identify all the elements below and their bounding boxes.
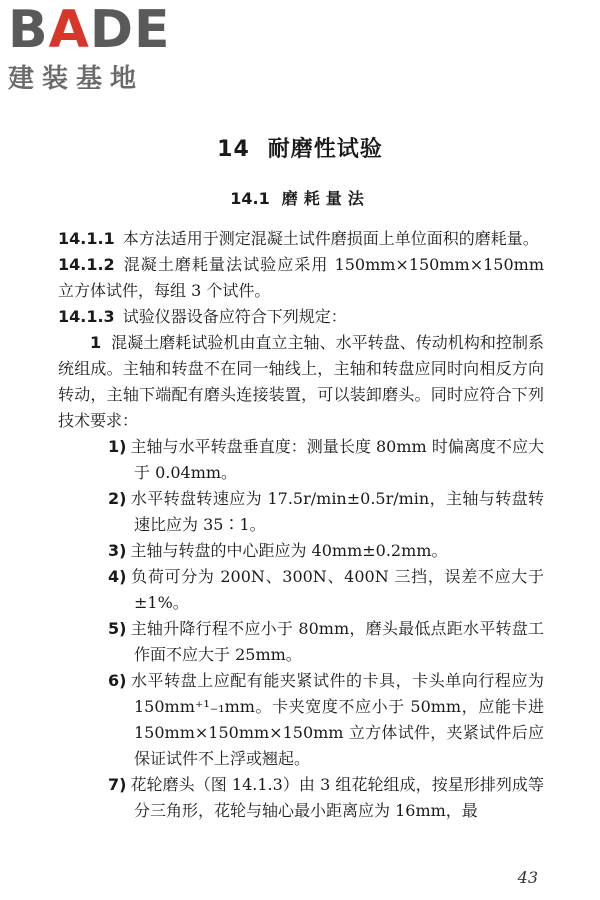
clause-number: 14.1.1 [58, 229, 115, 248]
logo-chinese-name: 建装基地 [8, 64, 145, 94]
logo-letters-de: DE [89, 0, 171, 60]
item-text: 主轴升降行程不应小于 80mm，磨头最低点距水平转盘工作面不应大于 25mm。 [130, 619, 544, 664]
list-item [58, 772, 544, 824]
item-number: 6) [108, 671, 127, 690]
list-item [58, 616, 544, 668]
clause-text: 本方法适用于测定混凝土试件磨损面上单位面积的磨耗量。 [122, 229, 539, 248]
logo-letter-b: B [8, 0, 49, 60]
chapter-title: 耐磨性试验 [267, 137, 383, 162]
brand-logo [8, 0, 178, 95]
logo-letter-a: A [48, 0, 90, 60]
section-heading [0, 186, 600, 209]
clause-number: 14.1.3 [58, 307, 115, 326]
page-number: 43 [517, 868, 538, 887]
paragraph-text: 混凝土磨耗试验机由直立主轴、水平转盘、传动机构和控制系统组成。主轴和转盘不在同一轴线上，主轴和转盘应同时向相反方向转动，主轴下端配有磨头连接装置，可以装卸磨头。同时应符合下列技术要求： [58, 333, 544, 430]
item-text: 花轮磨头（图 14.1.3）由 3 组花轮组成，按星形排列成等分三角形，花轮与轴心最小距离应为 16mm，最 [130, 775, 544, 820]
clause-14-1-1 [58, 226, 544, 252]
item-text: 水平转盘转速应为 17.5r/min±0.5r/min，主轴与转盘转速比应为 35∶1。 [130, 489, 544, 534]
chapter-number: 14 [217, 137, 250, 162]
section-number: 14.1 [230, 189, 270, 208]
list-item [58, 564, 544, 616]
clause-14-1-2 [58, 252, 544, 304]
item-number: 5) [108, 619, 127, 638]
item-text: 负荷可分为 200N、300N、400N 三挡，误差不应大于±1%。 [130, 567, 544, 612]
paragraph-1 [58, 330, 544, 434]
item-number: 7) [108, 775, 127, 794]
item-number: 1) [108, 437, 127, 456]
document-body [58, 226, 544, 824]
clause-14-1-3 [58, 304, 544, 330]
item-number: 4) [108, 567, 127, 586]
paragraph-number: 1 [90, 333, 102, 352]
list-item [58, 668, 544, 772]
item-text: 主轴与转盘的中心距应为 40mm±0.2mm。 [130, 541, 448, 560]
section-title: 磨耗量法 [281, 189, 370, 208]
item-number: 2) [108, 489, 127, 508]
list-item [58, 538, 544, 564]
clause-text: 试验仪器设备应符合下列规定： [122, 307, 347, 326]
item-number: 3) [108, 541, 127, 560]
logo-wordmark [8, 0, 178, 60]
clause-number: 14.1.2 [58, 255, 115, 274]
chapter-heading [0, 132, 600, 163]
clause-text: 混凝土磨耗量法试验应采用 150mm×150mm×150mm 立方体试件，每组 3 个试件。 [58, 255, 544, 300]
item-text: 水平转盘上应配有能夹紧试件的卡具，卡头单向行程应为150mm⁺¹₋₁mm。卡夹宽度不应小于 50mm，应能卡进 150mm×150mm×150mm 立方体试件，夹紧试件后应保证试件不上浮或翘起。 [130, 671, 544, 768]
list-item [58, 486, 544, 538]
item-text: 主轴与水平转盘垂直度：测量长度 80mm 时偏离度不应大于 0.04mm。 [130, 437, 544, 482]
list-item [58, 434, 544, 486]
